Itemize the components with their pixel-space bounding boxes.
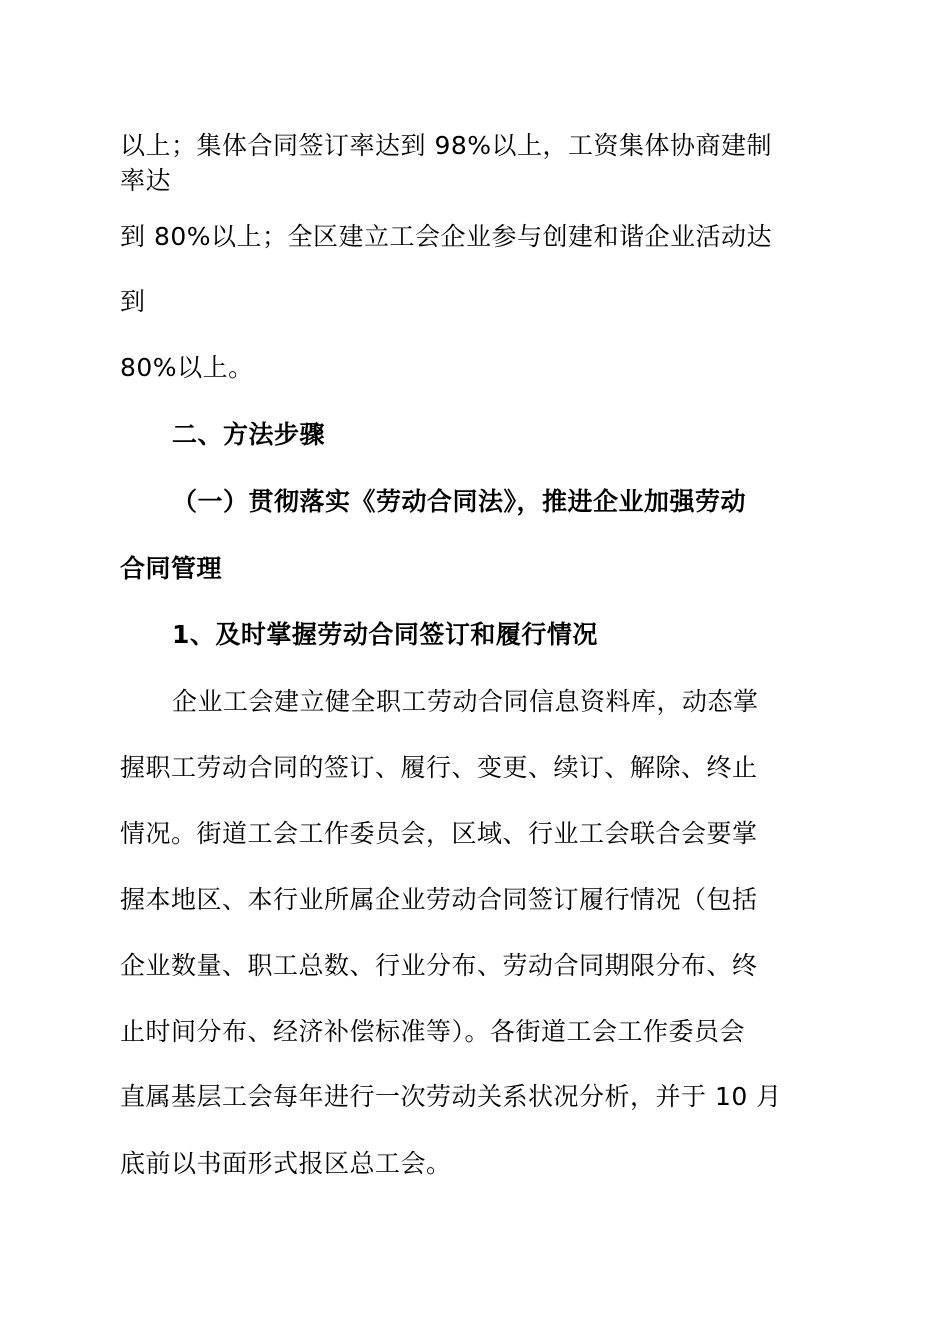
item-heading: 1、及时掌握劳动合同签订和履行情况	[172, 620, 598, 649]
paragraph-line: 率达	[120, 166, 172, 195]
paragraph-line: 握本地区、本行业所属企业劳动合同签订履行情况（包括	[120, 885, 758, 914]
paragraph-line: 到	[120, 287, 146, 316]
subsection-heading-continued: 合同管理	[120, 554, 223, 583]
paragraph-line: 企业数量、职工总数、行业分布、劳动合同期限分布、终	[120, 951, 758, 980]
paragraph-line: 握职工劳动合同的签订、履行、变更、续订、解除、终止	[120, 753, 758, 782]
paragraph-line: 到 80%以上；全区建立工会企业参与创建和谐企业活动达	[120, 222, 773, 251]
paragraph-line: 情况。街道工会工作委员会，区域、行业工会联合会要掌	[120, 819, 758, 848]
paragraph-line: 80%以上。	[120, 353, 254, 382]
section-heading: 二、方法步骤	[172, 420, 326, 449]
paragraph-line: 止时间分布、经济补偿标准等）。各街道工会工作委员会	[120, 1017, 746, 1046]
paragraph-line: 底前以书面形式报区总工会。	[120, 1149, 452, 1178]
subsection-heading: （一）贯彻落实《劳动合同法》，推进企业加强劳动	[172, 487, 747, 516]
paragraph-line: 以上；集体合同签订率达到 98%以上，工资集体协商建制	[120, 131, 773, 160]
paragraph-line: 企业工会建立健全职工劳动合同信息资料库，动态掌	[172, 687, 759, 716]
paragraph-line: 直属基层工会每年进行一次劳动关系状况分析，并于 10 月	[120, 1082, 782, 1111]
